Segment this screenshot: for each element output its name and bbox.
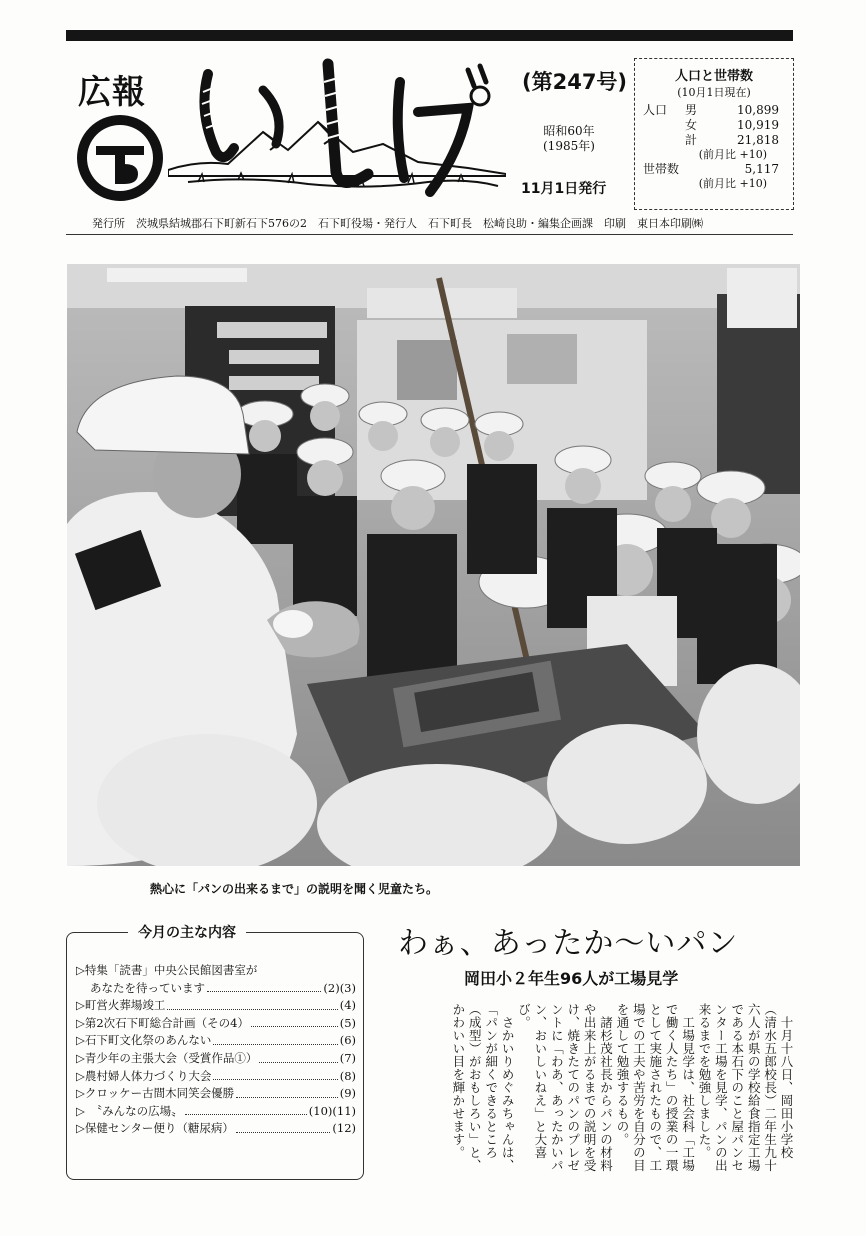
contents-item[interactable] [76, 1085, 356, 1103]
contents-item[interactable] [76, 1120, 356, 1138]
contents-item-page: (6) [339, 1033, 356, 1048]
population-date: (10月1日現在) [677, 86, 751, 99]
population-change: (前月比 +10) [698, 148, 767, 161]
contents-item-text: ▷第2次石下町総合計画（その4） [76, 1015, 249, 1030]
leader-dots [259, 1050, 337, 1063]
contents-item-text: ▷青少年の主張大会（受賞作品①） [76, 1050, 258, 1065]
population-label: 人口 [643, 103, 668, 117]
publisher-line: 発行所 茨城県結城郡石下町新石下576の2 石下町役場・発行人 石下町長 松崎良助・編集企画課 印刷 東日本印刷㈱ [92, 217, 703, 230]
contents-item[interactable] [76, 1068, 356, 1086]
contents-item[interactable] [76, 997, 356, 1015]
leader-dots [236, 1085, 338, 1098]
masthead-top-rule [66, 30, 793, 41]
issue-number: (第247号) [522, 70, 628, 94]
leader-dots [213, 1068, 337, 1081]
contents-item-text: ▷石下町文化祭のあんない [76, 1033, 212, 1048]
article-paragraph: 諸杉茂社長からパンの材料や出来上がるまでの説明を受け、焼きたてのパンのプレゼントに「わあ、あったかいパン、おいしいねえ」と大喜び。 [516, 1003, 614, 1172]
contents-item-page: (4) [339, 998, 356, 1013]
households-label: 世帯数 [643, 162, 680, 176]
issue-date: 11月1日発行 [521, 181, 607, 197]
population-box [634, 58, 794, 210]
leader-dots [185, 1103, 307, 1116]
bakery-visit-photo [67, 264, 800, 866]
leader-dots [236, 1120, 331, 1133]
contents-item-text: あなたを待っています [90, 980, 205, 995]
leader-dots [207, 980, 321, 993]
total-label: 計 [684, 133, 697, 147]
households-change: (前月比 +10) [698, 177, 767, 190]
contents-title: 今月の主な内容 [128, 922, 246, 942]
female-label: 女 [684, 118, 697, 132]
article-paragraph: 工場見学は、社会科「工場で働く人たち」の授業の一環として実施されたもので、工場での工夫や苦労を自分の目を通して勉強するもの。 [614, 1003, 696, 1172]
era-year: 昭和60年 [543, 124, 595, 138]
leader-dots [213, 1032, 337, 1045]
article-paragraph: 十月十八日、岡田小学校（清水五郎校長）二年生九十六人が県の学校給食指定工場である本石下のこと屋パンセンター工場を見学、パンの出来るまでを勉強しました。 [696, 1003, 794, 1172]
town-emblem-icon [74, 112, 166, 204]
population-female-row [643, 118, 785, 133]
households-row [643, 162, 785, 177]
contents-item-page: (5) [339, 1015, 356, 1030]
contents-item-page: (12) [332, 1121, 356, 1136]
contents-item-text: ▷特集「読書」中央公民館図書室が [76, 963, 258, 977]
population-title: 人口と世帯数 [674, 69, 753, 84]
contents-item-page: (2)(3) [323, 980, 356, 995]
photo-caption: 熱心に「パンの出来るまで」の説明を聞く児童たち。 [150, 882, 439, 896]
contents-item[interactable] [76, 962, 356, 980]
contents-item-page: (10)(11) [308, 1103, 356, 1118]
contents-item-text: ▷町営火葬場竣工 [76, 998, 166, 1013]
issue-year [543, 124, 595, 154]
total-count: 21,818 [737, 133, 779, 147]
leader-dots [251, 1015, 338, 1028]
contents-item[interactable] [76, 1015, 356, 1033]
contents-item-page: (8) [339, 1068, 356, 1083]
population-male-row [643, 103, 785, 118]
female-count: 10,919 [737, 118, 779, 132]
contents-item-page: (7) [339, 1050, 356, 1065]
contents-item[interactable] [76, 980, 356, 998]
article-subhead: 岡田小２年生96人が工場見学 [464, 969, 679, 988]
masthead-logo-art [168, 52, 506, 212]
contents-item-text: ▷ 〝みんなの広場〟 [76, 1103, 183, 1118]
contents-item[interactable] [76, 1050, 356, 1068]
male-count: 10,899 [737, 103, 779, 117]
article-paragraph: さかいりめぐみちゃんは、「パンが細くできるところ（成型）がおもしろい」と、かわいい目を輝かせます。 [450, 1003, 516, 1172]
article-body [382, 1003, 794, 1183]
contents-item[interactable] [76, 1103, 356, 1121]
contents-item-text: ▷農村婦人体力づくり大会 [76, 1068, 212, 1083]
population-total-row [643, 133, 785, 148]
publisher-rule [66, 234, 793, 235]
male-label: 男 [684, 103, 697, 117]
contents-item-text: ▷クロッケー古間木同笑会優勝 [76, 1086, 235, 1101]
kouhou-label: 広報 [78, 72, 146, 111]
photo-illustration [67, 264, 800, 866]
contents-item-page: (9) [339, 1086, 356, 1101]
contents-item[interactable] [76, 1032, 356, 1050]
article-headline: わぁ、あったか〜いパン [398, 926, 739, 961]
contents-item-text: ▷保健センター便り（糖尿病） [76, 1121, 234, 1136]
households-count: 5,117 [744, 162, 779, 176]
contents-list [76, 962, 356, 1138]
leader-dots [167, 997, 337, 1010]
western-year: (1985年) [543, 139, 595, 153]
